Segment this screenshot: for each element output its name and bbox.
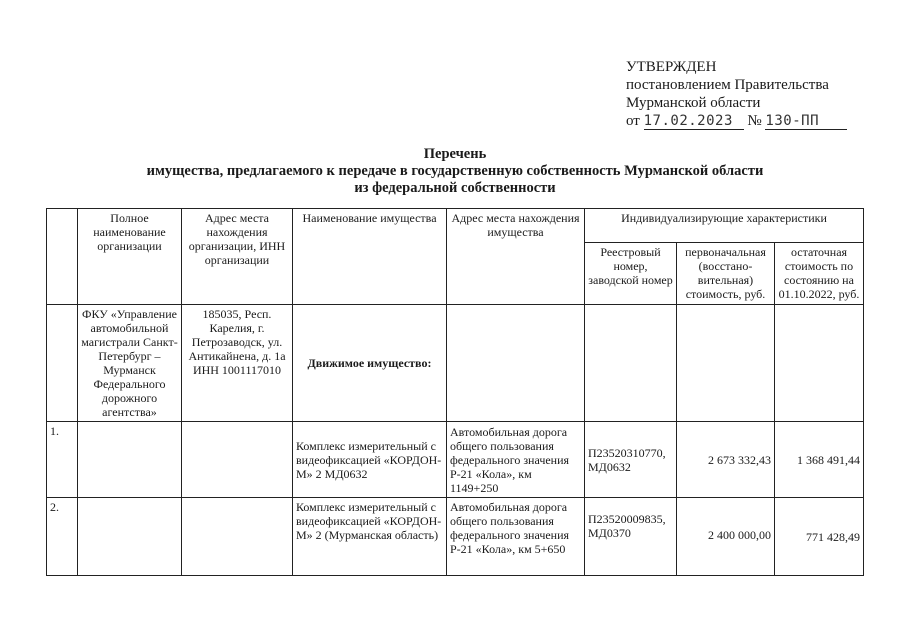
- row-org-name: [78, 498, 182, 576]
- table-row: [47, 498, 864, 576]
- header-property-address: Адрес места нахождения имущества: [447, 209, 585, 305]
- movable-property-label: Движимое имущество:: [293, 305, 447, 422]
- org-row-residual: [775, 305, 864, 422]
- organization-name: ФКУ «Управление автомобильной магистрали Санкт-Петербург – Мурманск Федерального дорожного агентства»: [78, 305, 182, 422]
- registry-number: П23520310770, МД0632: [585, 422, 677, 498]
- header-property-name: Наименование имущества: [293, 209, 447, 305]
- document-title: [40, 146, 870, 197]
- number-prefix: №: [747, 113, 762, 129]
- row-number: 2.: [47, 498, 78, 576]
- table-row: [47, 422, 864, 498]
- header-residual-cost: остаточная стоимость по состоянию на 01.10.2022, руб.: [775, 243, 864, 305]
- date-prefix: от: [626, 113, 640, 129]
- registry-number: П23520009835, МД0370: [585, 498, 677, 576]
- organization-address: 185035, Респ. Карелия, г. Петрозаводск, ул. Антикайнена, д. 1а ИНН 1001117010: [182, 305, 293, 422]
- residual-cost: 1 368 491,44: [775, 422, 864, 498]
- title-line-2: имущества, предлагаемого к передаче в государственную собственность Мурманской области: [146, 163, 764, 179]
- organization-row: [47, 305, 864, 422]
- table-header-row-1: [47, 209, 864, 243]
- approval-date: 17.02.2023: [643, 113, 733, 129]
- initial-cost: 2 400 000,00: [677, 498, 775, 576]
- row-org-address: [182, 422, 293, 498]
- property-name: Комплекс измерительный с видеофиксацией «КОРДОН-М» 2 МД0632: [293, 422, 447, 498]
- org-row-property-address: [447, 305, 585, 422]
- approval-date-line: [626, 112, 847, 130]
- row-number: 1.: [47, 422, 78, 498]
- title-line-3: из федеральной собственности: [354, 180, 556, 196]
- row-org-name: [78, 422, 182, 498]
- header-characteristics: Индивидуализирующие характеристики: [585, 209, 864, 243]
- residual-cost: 771 428,49: [775, 498, 864, 576]
- header-org-address: Адрес места нахождения организации, ИНН организации: [182, 209, 293, 305]
- header-initial-cost: первоначальная (восстано-вительная) стоимость, руб.: [677, 243, 775, 305]
- property-address: Автомобильная дорога общего пользования федерального значения Р-21 «Кола», км 1149+250: [447, 422, 585, 498]
- approval-line-2: Мурманской области: [626, 95, 761, 111]
- approval-stamp: [626, 58, 847, 130]
- approval-heading: УТВЕРЖДЕН: [626, 59, 717, 75]
- approval-date-field: [644, 114, 744, 130]
- title-line-1: Перечень: [423, 146, 487, 162]
- org-row-number: [47, 305, 78, 422]
- approval-number-field: [765, 114, 847, 130]
- header-number-cell: [47, 209, 78, 305]
- org-row-initial: [677, 305, 775, 422]
- approval-line-1: постановлением Правительства: [626, 77, 829, 93]
- header-org-name: Полное наименование организации: [78, 209, 182, 305]
- row-org-address: [182, 498, 293, 576]
- header-registry-number: Реестровый номер, заводской номер: [585, 243, 677, 305]
- org-row-registry: [585, 305, 677, 422]
- approval-number: 130-ПП: [765, 113, 819, 129]
- initial-cost: 2 673 332,43: [677, 422, 775, 498]
- property-table: [46, 208, 864, 576]
- property-address: Автомобильная дорога общего пользования федерального значения Р-21 «Кола», км 5+650: [447, 498, 585, 576]
- property-name: Комплекс измерительный с видеофиксацией «КОРДОН-М» 2 (Мурманская область): [293, 498, 447, 576]
